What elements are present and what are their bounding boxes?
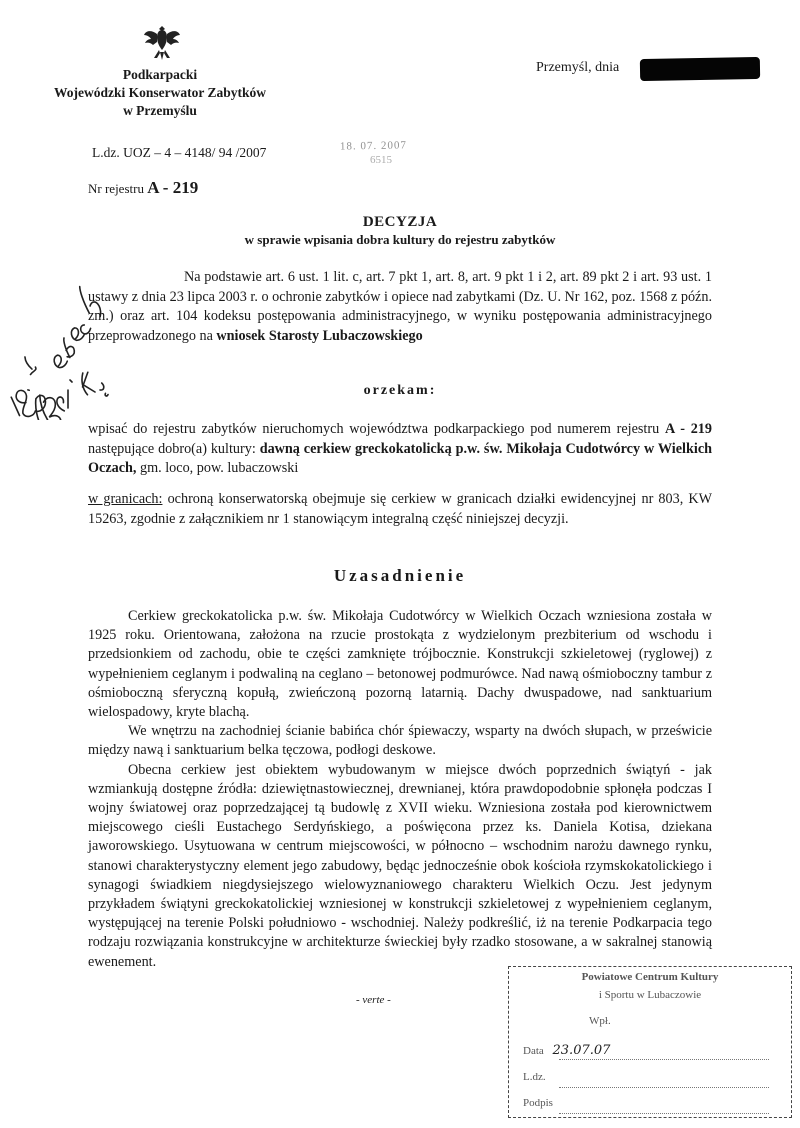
- justification-heading: Uzasadnienie: [333, 566, 467, 585]
- justification-paragraph: Obecna cerkiew jest obiektem wybudowanym w miejsce dwóch poprzednich świątyń - jak wzmiankują dostępne źródła: dziewiętnastowiecznej, drewnianej, która prawdopodobnie spłonęła podczas I wojny światowej oraz poprzedzającej tą budowlę z XVII wieku. Wzniesiona została pod kierownictwem miejscowego cieśli Eustachego Serdyńskiego, a poświęcona przez ks. Daniela Kotisa, dziekana jaworowskiego. Usytuowana w centrum miejscowości, w północno – wschodnim narożu dawnego rynku, stanowi charakterystyczny element jego zabudowy, będąc jednocześnie obok kościoła rzymskokatolickiego i synagogi świadkiem niegdysiejszego wielowyznaniowego charakteru Wielkich Oczu. Jest jedynym przykładem świątyni greckokatolickiej wzniesionej w konstrukcji szkieletowej z wypełnieniem ceglanym, występującej na terenie Polski południowo - wschodniej. Należy podkreślić, iż na terenie Podkarpacia tego rodzaju rozwiązania konstrukcyjne w architekturze świeckiej były rzadko stosowane, a w sakralnej stanowią ewenement.: [88, 761, 712, 970]
- document-subtitle: w sprawie wpisania dobra kultury do rejestru zabytków: [244, 232, 556, 247]
- reference-number: L.dz. UOZ – 4 – 4148/ 94 /2007: [92, 145, 267, 160]
- legal-basis-paragraph: [88, 268, 712, 346]
- decision-text-c: gm. loco, pow. lubaczowski: [140, 460, 299, 476]
- justification-paragraph: We wnętrzu na zachodniej ścianie babińca chór śpiewaczy, wsparty na dwóch słupach, w prześwicie między nawą i sanktuarium belka tęczowa, podłogi deskowe.: [88, 723, 712, 759]
- stamp-date-value: 23.07.07: [552, 1043, 611, 1058]
- decision-register-number: A - 219: [664, 421, 712, 437]
- issuing-authority: [40, 66, 280, 120]
- stamp-field-line: [559, 1087, 769, 1088]
- boundaries-text: ochroną konserwatorską obejmuje się cerkiew w granicach działki ewidencyjnej nr 803, KW 15263, zgodnie z załącznikiem nr 1 stanowiącym integralną część niniejszej decyzji.: [88, 491, 713, 527]
- city-date: Przemyśl, dnia: [536, 60, 620, 75]
- stamp-date: [523, 1043, 610, 1058]
- authority-line: Podkarpacki: [122, 67, 198, 82]
- authority-line: Wojewódzki Konserwator Zabytków: [53, 85, 266, 100]
- stamp-field-line: [559, 1113, 769, 1114]
- stamp-sign-label: Podpis: [523, 1097, 553, 1109]
- register-label: Nr rejestru: [88, 181, 144, 196]
- stamp-line: i Sportu w Lubaczowie: [598, 989, 702, 1001]
- decision-text-a: wpisać do rejestru zabytków nieruchomych województwa podkarpackiego pod numerem rejestru: [88, 421, 660, 437]
- authority-line: w Przemyślu: [123, 103, 197, 118]
- decision-object: dawną cerkiew greckokatolicką p.w. św. Mikołaja Cudotwórcy w Wielkich Oczach,: [88, 440, 713, 476]
- stamp-field-line: [559, 1059, 769, 1060]
- register-value: A - 219: [147, 178, 199, 197]
- received-stamp-date: 18. 07. 2007: [339, 139, 408, 153]
- decision-paragraph: [88, 420, 712, 479]
- legal-basis-text: Na podstawie art. 6 ust. 1 lit. c, art. 7 pkt 1, art. 8, art. 9 pkt 1 i 2, art. 89 pkt 2 i art. 93 ust. 1 ustawy z dnia 23 lipca 2003 r. o ochronie zabytków i opiece nad zabytkami (Dz. U. Nr 162, poz. 1568 z późn. zm.) oraz art. 104 kodeksu postępowania administracyjnego, w wyniku postępowania administracyjnego przeprowadzonego na: [88, 269, 712, 344]
- stamp-ldz-label: L.dz.: [523, 1071, 546, 1083]
- boundaries-paragraph: [88, 490, 712, 529]
- document-title: DECYZJA: [362, 214, 438, 230]
- justification-body: [88, 607, 712, 972]
- stamp-received-label: Wpł.: [589, 1015, 611, 1027]
- legal-basis-applicant: wniosek Starosty Lubaczowskiego: [216, 327, 423, 344]
- verte-note: - verte -: [356, 994, 391, 1006]
- received-stamp-number: 6515: [370, 154, 392, 166]
- ruling-heading: orzekam:: [363, 383, 437, 398]
- receipt-stamp: [508, 966, 792, 1118]
- redaction-bar: [640, 57, 760, 81]
- stamp-date-label: Data: [523, 1045, 544, 1057]
- polish-eagle-emblem-icon: [142, 22, 182, 64]
- justification-paragraph: Cerkiew greckokatolicka p.w. św. Mikołaja Cudotwórcy w Wielkich Oczach wzniesiona została w 1925 roku. Orientowana, założona na rzucie prostokąta z wydzielonym prezbiterium od wschodu i przedsionkiem od zachodu, obie te części zamknięte trójbocznie. Konstrukcji szkieletowej (ryglowej) z wypełnieniem ceglanym i podwaliną na ceglano – betonowej podmurówce. Nad nawą ośmioboczny tambur z ośmioboczną sferyczną kopułą, zwieńczoną pozorną latarnią. Dachy dwuspadowe, nad sanktuarium wielospadowy, kryte blachą.: [88, 608, 712, 721]
- boundaries-label: w granicach:: [88, 491, 163, 507]
- decision-text-b: następujące dobro(a) kultury:: [88, 440, 256, 457]
- stamp-line: Powiatowe Centrum Kultury: [581, 971, 719, 983]
